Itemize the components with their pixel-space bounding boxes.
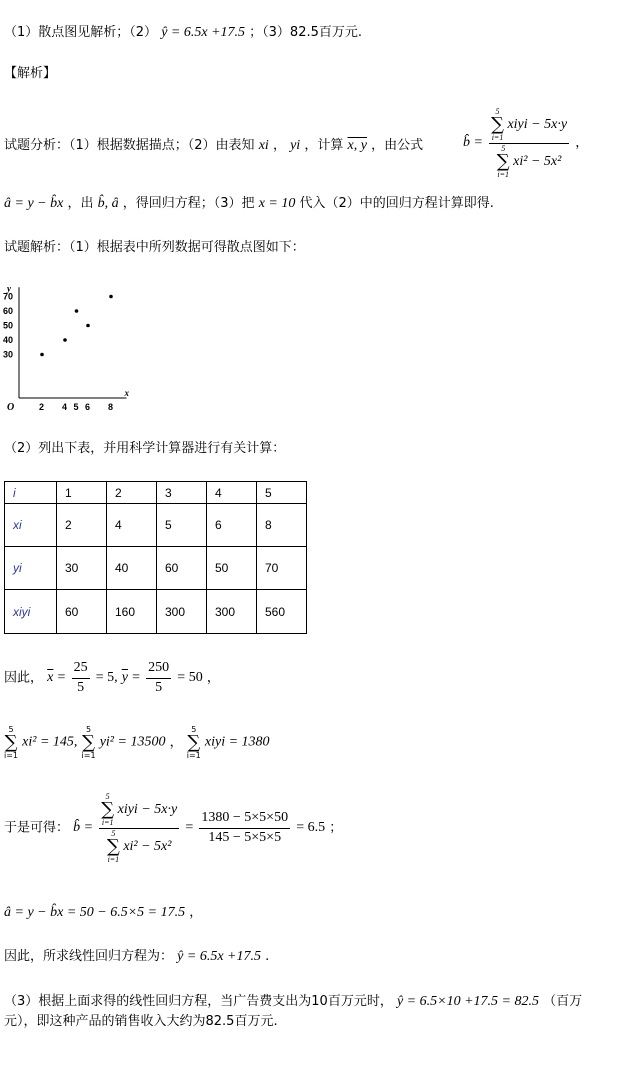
analysis-text-line2 <box>4 196 494 213</box>
regression-equation: ŷ = 6.5x +17.5 <box>177 949 261 964</box>
table-cell: 60 <box>57 590 107 634</box>
denominator: 5 <box>77 679 85 695</box>
comma: ， <box>206 670 220 686</box>
semicolon: ； <box>329 820 343 836</box>
numeric-numerator: 1380 − 5×5×50 <box>199 810 290 829</box>
variable-yi: yi <box>290 138 301 153</box>
denominator-text: xi² − 5x² <box>513 154 562 170</box>
analysis-end-text: ，得回归方程；（3）把 <box>122 196 255 211</box>
table-cell: xi <box>5 504 57 547</box>
sums-line <box>4 726 270 760</box>
regression-label: 因此，所求线性回归方程为： <box>4 949 174 964</box>
numerator: 25 <box>72 660 90 679</box>
answer-summary-line <box>4 25 362 42</box>
table-row <box>5 547 307 590</box>
formula-denominator <box>105 829 174 864</box>
chart-ticks <box>3 292 113 413</box>
data-point <box>63 338 67 342</box>
therefore-label: 因此， <box>4 670 44 686</box>
sigma-icon: ∑ <box>82 732 95 753</box>
period: . <box>265 949 270 964</box>
table-cell: 8 <box>257 504 307 547</box>
intercept-formula: â = y − b̂x <box>4 196 64 211</box>
data-point <box>40 353 44 357</box>
analysis-calc-text: ，计算 <box>304 138 344 153</box>
numerator-text: xiyi − 5x·y <box>117 802 178 818</box>
y-mean-result: = 50 <box>177 669 203 685</box>
table-cell: i <box>5 482 57 504</box>
unit-text: （百万 <box>543 994 583 1009</box>
x-tick-label: 6 <box>85 402 91 412</box>
chart-axes <box>6 283 130 413</box>
separator: ， <box>169 735 183 751</box>
sum-top: 5 <box>8 725 14 734</box>
equals: = <box>132 669 141 685</box>
solution-intro: 试题解析：（1）根据表中所列数据可得散点图如下： <box>4 240 305 255</box>
analysis-mid-text: ，出 <box>67 196 94 211</box>
denominator-text: xi² − 5x² <box>123 839 172 855</box>
table-cell: 2 <box>107 482 157 504</box>
table-cell: 6 <box>207 504 257 547</box>
prediction-equation: ŷ = 6.5×10 +17.5 = 82.5 <box>396 994 539 1009</box>
table-cell: 70 <box>257 547 307 590</box>
table-cell: 60 <box>157 547 207 590</box>
sum-top: 5 <box>86 725 92 734</box>
sum-x-squared: xi² = 145, <box>22 734 78 750</box>
formula-denominator <box>495 144 564 179</box>
formula-numerator <box>99 793 179 829</box>
data-point <box>109 295 113 299</box>
sum-top: 5 <box>191 725 197 734</box>
analysis-text: 试题分析：（1）根据数据描点；（2）由表知 <box>4 138 255 153</box>
part3-line2: 元），即这种产品的销售收入大约为82.5百万元. <box>4 1014 278 1029</box>
regression-equation-inline: ŷ = 6.5x +17.5 <box>161 25 246 40</box>
x-equals-10: x = 10 <box>258 196 296 211</box>
trailing-comma: ， <box>575 135 589 151</box>
comma: ， <box>272 138 286 153</box>
table-row <box>5 504 307 547</box>
sum-y-squared: yi² = 13500 <box>99 734 166 750</box>
analysis-tail-text: 代入（2）中的回归方程计算即得. <box>299 196 494 211</box>
b-hat-symbol: b̂ = <box>463 135 483 151</box>
answer-part1: （1）散点图见解析；（2） <box>4 25 158 40</box>
variable-xi: xi <box>258 138 269 153</box>
result-label: 于是可得： <box>4 820 70 836</box>
part3-text: （3）根据上面求得的线性回归方程，当广告费支出为10百万元时， <box>4 994 393 1009</box>
table-cell: 1 <box>57 482 107 504</box>
origin-label: O <box>7 402 15 413</box>
sigma-icon: ∑ <box>4 732 18 753</box>
scatter-plot <box>2 276 132 416</box>
table-cell: 560 <box>257 590 307 634</box>
y-tick-label: 60 <box>3 306 14 316</box>
sum-top: 5 <box>111 829 116 838</box>
sum-bottom: i=1 <box>107 855 120 864</box>
x-bar: $\overline{x}$ <box>47 669 54 685</box>
equals: = <box>57 669 66 685</box>
table-cell: 40 <box>107 547 157 590</box>
sum-top: 5 <box>495 107 500 116</box>
regression-line <box>4 949 269 966</box>
x-tick-label: 8 <box>108 402 114 412</box>
table-cell: 5 <box>257 482 307 504</box>
sigma-icon: ∑ <box>187 732 201 753</box>
numeric-denominator: 145 − 5×5×5 <box>208 830 282 845</box>
data-point <box>86 324 90 328</box>
sigma-icon: ∑ <box>491 114 504 135</box>
numerator: 250 <box>146 660 171 679</box>
x-tick-label: 2 <box>39 402 45 412</box>
sum-top: 5 <box>501 144 506 153</box>
y-axis-label: y <box>7 283 11 294</box>
formula-numerator <box>489 108 569 144</box>
chart-points <box>40 295 113 357</box>
sum-bottom: i=1 <box>4 751 19 760</box>
estimated-symbols: b̂, â <box>97 196 119 211</box>
answer-part2: ；（3）82.5百万元. <box>249 25 363 40</box>
table-cell: 5 <box>157 504 207 547</box>
b-hat-symbol: b̂ = <box>73 820 94 836</box>
table-cell: xiyi <box>5 590 57 634</box>
sigma-icon: ∑ <box>496 151 510 172</box>
table-cell: 30 <box>57 547 107 590</box>
table-cell: 160 <box>107 590 157 634</box>
sigma-icon: ∑ <box>101 799 115 820</box>
part3-line1 <box>4 994 582 1011</box>
table-cell: 300 <box>157 590 207 634</box>
y-tick-label: 40 <box>3 335 14 345</box>
x-tick-label: 4 <box>62 402 68 412</box>
data-point <box>75 309 79 313</box>
sum-xy: xiyi = 1380 <box>204 734 270 750</box>
x-tick-label: 5 <box>73 402 79 412</box>
sigma-icon: ∑ <box>106 836 120 857</box>
table-row <box>5 482 307 504</box>
sum-bottom: i=1 <box>101 818 114 827</box>
y-tick-label: 30 <box>3 349 14 360</box>
sum-bottom: i=1 <box>81 751 96 760</box>
numerator-text: xiyi − 5x·y <box>507 117 568 133</box>
sum-bottom: i=1 <box>497 170 510 179</box>
table-intro: （2）列出下表，并用科学计算器进行有关计算： <box>4 441 286 456</box>
table-cell: 3 <box>157 482 207 504</box>
y-tick-label: 70 <box>3 291 14 302</box>
x-axis-label: x <box>124 388 129 398</box>
table-cell: 50 <box>207 547 257 590</box>
a-equation: â = y − b̂x = 50 − 6.5×5 = 17.5 <box>4 905 186 920</box>
denominator: 5 <box>155 679 163 695</box>
a-result-line <box>4 905 202 922</box>
b-result-line: 于是可得： b̂ = 5 ∑ i=1 xiyi − 5x·y 5 ∑ i=1 xi² − 5x² = $\frac{1380 - 5\times 5\times 50}{145 - 5\times 5\times 5}$ = 6.5 ； <box>4 792 343 864</box>
comma: ， <box>189 905 203 920</box>
analysis-heading: 【解析】 <box>4 66 57 81</box>
table-cell: 2 <box>57 504 107 547</box>
sum-bottom: i=1 <box>491 133 504 142</box>
table-row <box>5 590 307 634</box>
table-cell: 300 <box>207 590 257 634</box>
x-mean-result: = 5, <box>95 669 118 685</box>
b-value: = 6.5 <box>296 820 326 836</box>
sum-top: 5 <box>105 792 110 801</box>
slope-formula <box>463 108 588 179</box>
table-cell: 4 <box>207 482 257 504</box>
mean-symbols: x, y <box>347 138 367 153</box>
formula-label: ，由公式 <box>371 138 424 153</box>
y-bar: $\overline{y}$ <box>121 669 128 685</box>
y-tick-label: 50 <box>3 320 14 331</box>
sum-bottom: i=1 <box>186 751 201 760</box>
data-table <box>4 481 307 634</box>
means-line <box>4 660 220 697</box>
table-cell: 4 <box>107 504 157 547</box>
table-cell: yi <box>5 547 57 590</box>
analysis-text-line1 <box>4 138 423 155</box>
